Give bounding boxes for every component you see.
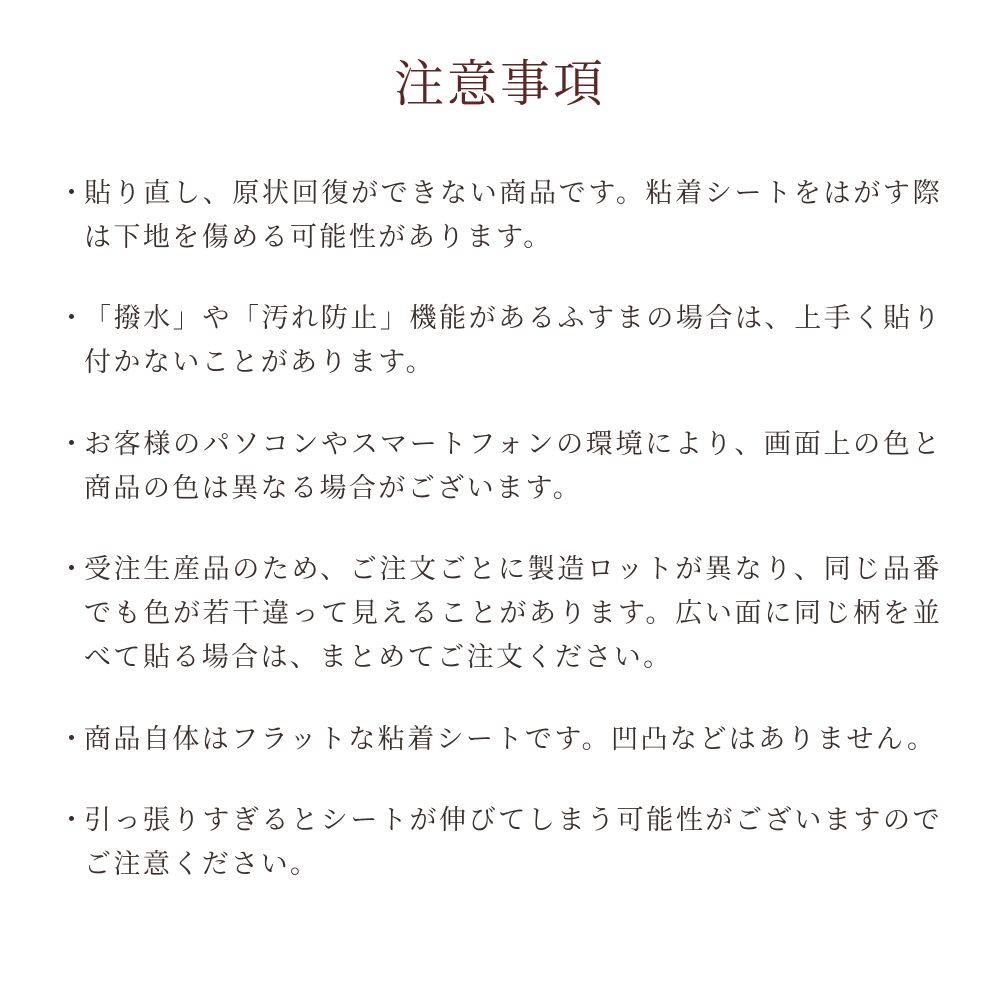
- list-item-text: 商品自体はフラットな粘着シートです。凹凸などはありません。: [84, 723, 937, 754]
- bullet-marker: ・: [58, 303, 85, 334]
- list-item: [58, 172, 942, 259]
- bullet-marker: ・: [58, 178, 85, 208]
- list-item: [58, 799, 942, 886]
- bullet-marker: ・: [58, 805, 85, 836]
- bullet-marker: ・: [58, 723, 85, 754]
- bullet-marker: ・: [58, 428, 85, 459]
- list-item-text: 受注生産品のため、ご注文ごとに製造ロットが異なり、同じ品番でも色が若干違って見えることがあります。広い面に同じ柄を並べて貼る場合は、まとめてご注文ください。: [84, 554, 942, 672]
- list-item-text: 引っ張りすぎるとシートが伸びてしまう可能性がございますのでご注意ください。: [84, 805, 942, 880]
- list-item: [58, 548, 942, 679]
- bullet-marker: ・: [58, 554, 85, 585]
- list-item-text: 貼り直し、原状回復ができない商品です。粘着シートをはがす際は下地を傷める可能性があります。: [84, 178, 942, 252]
- notice-list: [58, 172, 942, 887]
- list-item: [58, 297, 942, 384]
- page-title: 注意事項: [394, 56, 606, 112]
- list-item: [58, 423, 942, 510]
- list-item-text: 「撥水」や「汚れ防止」機能があるふすまの場合は、上手く貼り付かないことがあります。: [84, 303, 942, 378]
- list-item-text: お客様のパソコンやスマートフォンの環境により、画面上の色と商品の色は異なる場合がございます。: [84, 428, 942, 503]
- list-item: [58, 718, 942, 762]
